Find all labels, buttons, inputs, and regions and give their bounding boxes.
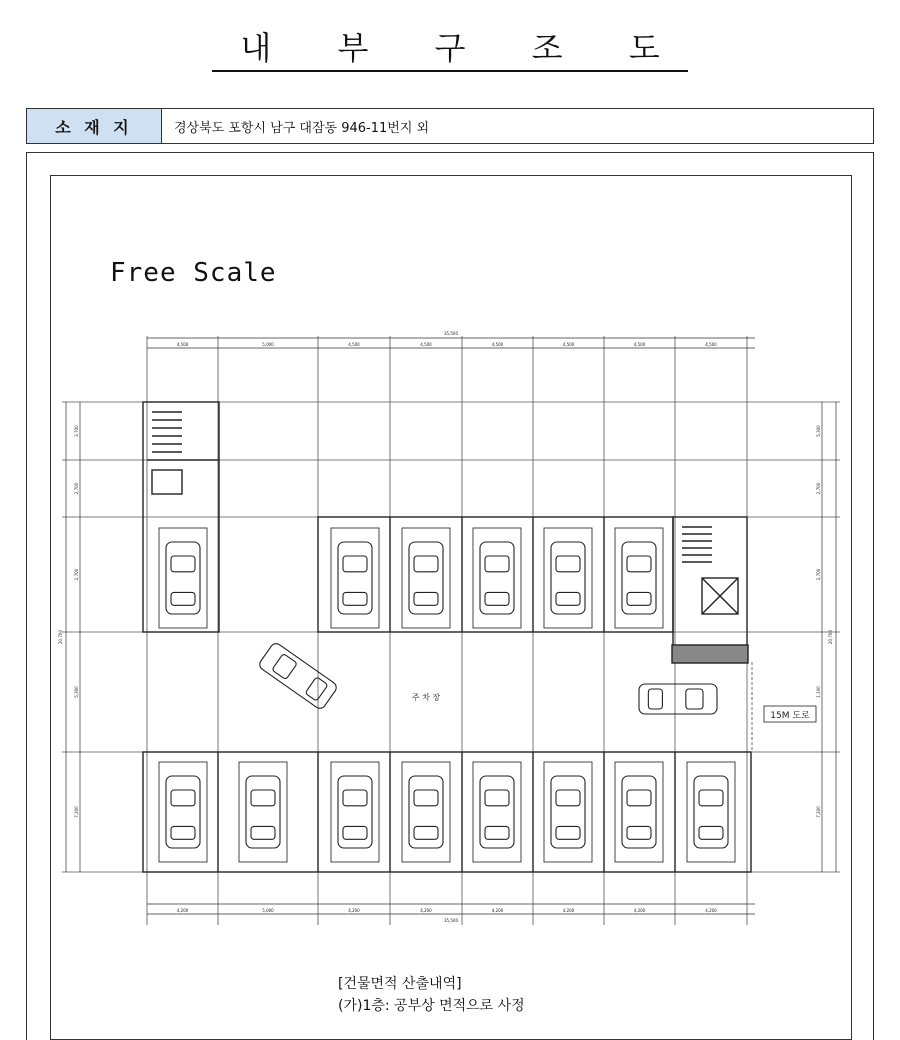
location-label: 소 재 지: [27, 109, 162, 143]
dim-bottom: 4,200: [562, 908, 575, 913]
dim-top: 4,500: [562, 342, 575, 347]
car-rear-window: [699, 826, 723, 839]
car-parked-upper: [166, 542, 200, 614]
scale-note: Free Scale: [110, 258, 277, 288]
car-parked-upper: [551, 542, 585, 614]
dim-right: 2,700: [816, 568, 821, 581]
dim-right-total: 20,700: [828, 630, 833, 644]
car-rear-window: [343, 592, 367, 605]
area-calc-line: (가)1층: 공부상 면적으로 사정: [338, 998, 525, 1014]
car-parked-lower: [694, 776, 728, 848]
elevator-shaft-left: [152, 470, 182, 494]
car-windshield: [171, 790, 195, 806]
dim-bottom: 4,200: [420, 908, 432, 913]
car-rear-window: [414, 592, 438, 605]
car-windshield: [485, 790, 509, 806]
car-rear-window: [171, 592, 195, 605]
car-rear-window: [414, 826, 438, 839]
plan-cars: [159, 528, 735, 862]
dim-top-total: 35,500: [444, 331, 458, 336]
car-rear-window: [305, 677, 328, 701]
car-windshield: [171, 556, 195, 572]
dim-bottom: 4,200: [491, 908, 504, 913]
car-parked-lower: [246, 776, 280, 848]
car-rear-window: [171, 826, 195, 839]
dim-left: 2,700: [74, 425, 79, 437]
car-windshield: [414, 790, 438, 806]
location-value: 경상북도 포항시 남구 대잠동 946-11번지 외: [174, 120, 430, 136]
car-parked-lower: [480, 776, 514, 848]
car-rear-window: [251, 826, 275, 839]
stair-tower-right: [673, 517, 747, 657]
plan-dimensions: [66, 338, 836, 914]
car-windshield: [343, 790, 367, 806]
car-rear-window: [627, 826, 651, 839]
car-parked-lower: [338, 776, 372, 848]
upper-bay-block: [318, 517, 673, 632]
dim-bottom: 4,200: [176, 908, 189, 913]
dim-top: 4,500: [705, 342, 717, 347]
dim-top: 4,500: [176, 342, 189, 347]
car-body: [257, 641, 338, 710]
car-rear-window: [485, 826, 509, 839]
dim-top: 4,500: [633, 342, 646, 347]
dim-left: 2,700: [74, 482, 79, 495]
document-title: 내 부 구 조 도: [212, 28, 687, 72]
dim-left: 7,200: [74, 806, 79, 818]
car-windshield: [556, 790, 580, 806]
car-rear-window: [485, 592, 509, 605]
dim-left-total: 20,700: [58, 630, 63, 644]
hatched-wall: [672, 645, 748, 663]
dim-right: 7,200: [816, 806, 821, 818]
dim-left: 2,700: [74, 568, 79, 581]
dim-bottom: 4,200: [705, 908, 717, 913]
dim-bottom: 4,200: [348, 908, 360, 913]
car-parked-upper: [409, 542, 443, 614]
car-rear-window: [648, 689, 662, 709]
car-windshield: [414, 556, 438, 572]
plan-walls: [143, 402, 751, 872]
dim-top: 4,500: [348, 342, 360, 347]
dim-bottom: 5,000: [262, 908, 274, 913]
car-parked-upper: [622, 542, 656, 614]
car-parked-lower: [622, 776, 656, 848]
car-parked-lower: [551, 776, 585, 848]
car-windshield: [556, 556, 580, 572]
car-rear-window: [556, 826, 580, 839]
car-parked-upper: [480, 542, 514, 614]
car-maneuvering: [257, 641, 338, 710]
car-rear-window: [556, 592, 580, 605]
car-rear-window: [627, 592, 651, 605]
dim-right: 5,300: [816, 425, 821, 437]
dim-right: 2,700: [816, 482, 821, 495]
car-windshield: [485, 556, 509, 572]
car-driveway: [639, 684, 717, 714]
car-windshield: [627, 556, 651, 572]
dim-bottom: 4,200: [633, 908, 646, 913]
dim-top: 5,000: [262, 342, 274, 347]
dim-bottom-total: 35,500: [444, 918, 458, 923]
road-label: 15M 도로: [770, 711, 810, 721]
car-windshield: [699, 790, 723, 806]
car-rear-window: [343, 826, 367, 839]
dim-top: 4,500: [491, 342, 504, 347]
dim-top: 4,500: [420, 342, 432, 347]
car-parked-lower: [409, 776, 443, 848]
car-windshield: [627, 790, 651, 806]
area-calc-heading: [건물면적 산출내역]: [338, 976, 462, 992]
area-calculation: [338, 973, 525, 1017]
car-parked-upper: [338, 542, 372, 614]
car-windshield: [272, 653, 298, 679]
car-windshield: [251, 790, 275, 806]
dim-right: 1,100: [816, 686, 821, 698]
car-parked-lower: [166, 776, 200, 848]
car-windshield: [686, 689, 703, 709]
dim-left: 5,300: [74, 686, 79, 698]
car-windshield: [343, 556, 367, 572]
parking-area-label: 주 차 장: [411, 693, 441, 702]
lower-bay-block: [143, 752, 751, 872]
